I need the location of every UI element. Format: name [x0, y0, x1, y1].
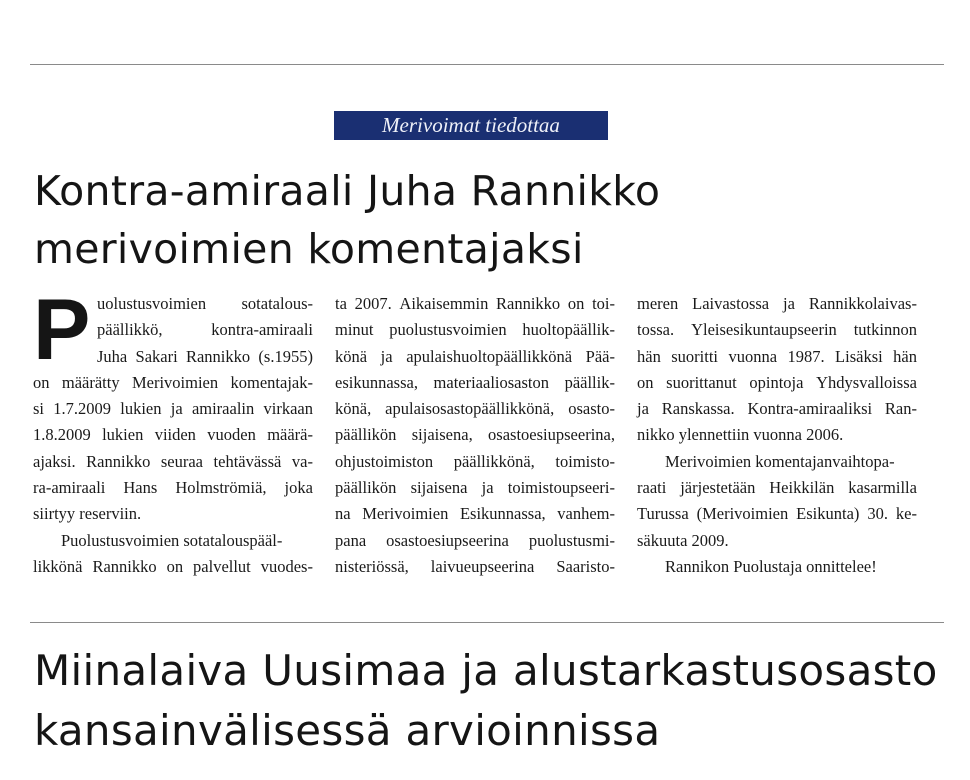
word: on: [567, 294, 585, 313]
word: päällikkö,: [97, 320, 163, 340]
article-headline: [34, 162, 660, 278]
word: ja: [380, 346, 393, 366]
word: määrä-: [267, 425, 313, 445]
word: Ran-: [884, 399, 917, 419]
word: apulaisosastopäällikkönä,: [385, 399, 555, 419]
word: könä: [335, 346, 368, 366]
text-line: [33, 475, 313, 501]
word: ra-amiraali: [33, 478, 106, 498]
word: materiaaliosaston: [433, 372, 549, 392]
text-line: [33, 317, 313, 343]
word: vuoden: [207, 425, 256, 445]
word: opintoja: [749, 372, 804, 392]
word: kasarmilla: [848, 478, 917, 498]
word: 1.7.2009: [53, 399, 112, 419]
word: on: [166, 556, 184, 576]
word: toimistoupseeri-: [507, 478, 615, 498]
word: vanhem-: [557, 504, 615, 524]
section-divider: [30, 622, 944, 623]
article-column-3: [637, 291, 917, 580]
text-line: [335, 501, 615, 527]
word: vuonna: [728, 346, 778, 366]
word: päällik-: [564, 372, 615, 392]
text-line: [637, 291, 917, 317]
word: ja: [783, 294, 795, 313]
word: lukien: [120, 399, 162, 419]
text-line: [335, 422, 615, 448]
word: Kontra-amiraaliksi: [747, 399, 873, 419]
word: tutkinnon: [853, 320, 917, 340]
word: sijaisena: [410, 478, 468, 498]
text-line: [33, 554, 313, 580]
word: esikunnassa,: [335, 372, 418, 392]
word: likkönä: [33, 556, 83, 576]
word: puolustusmi-: [528, 530, 615, 550]
word: (Merivoimien: [696, 504, 789, 524]
word: puolustusvoimien: [389, 320, 507, 340]
word: Rannikko: [185, 346, 251, 366]
text-line: [637, 475, 917, 501]
word: Ranskassa.: [661, 399, 735, 419]
word: sotatalous-: [241, 294, 313, 313]
text-line: siirtyy reserviin.: [33, 504, 142, 524]
word: Esikunta): [796, 504, 860, 524]
word: toi-: [592, 294, 615, 313]
drop-cap: P: [33, 282, 91, 378]
word: Turussa: [637, 504, 689, 524]
word: si: [33, 399, 45, 419]
word: viiden: [154, 425, 196, 445]
word: huoltopäällik-: [522, 320, 615, 340]
word: ohjustoimiston: [335, 451, 434, 471]
word: joka: [284, 478, 313, 498]
word: Rannikkolaivas-: [808, 294, 917, 313]
word: osastoesiupseerina: [386, 530, 509, 550]
word: osastoesiupseerina,: [488, 425, 615, 445]
word: päällikkönä,: [453, 451, 535, 471]
word: on: [637, 372, 654, 392]
word: ke-: [895, 504, 917, 524]
text-line: [33, 291, 313, 317]
next-article-headline: [34, 641, 938, 761]
word: virkaan: [263, 399, 313, 419]
word: Heikkilän: [769, 478, 835, 498]
headline-line-2: kansainvälisessä arvioinnissa: [34, 706, 661, 755]
word: Yhdysvalloissa: [816, 372, 917, 392]
word: Laivastossa: [692, 294, 770, 313]
word: Rannikko: [86, 451, 151, 471]
word: Esikunnassa,: [459, 504, 546, 524]
text-line: nikko ylennettiin vuonna 2006.: [637, 425, 844, 445]
word: uolustusvoimien: [97, 294, 207, 313]
word: meren: [637, 294, 679, 313]
word: 2007.: [354, 294, 392, 313]
word: osasto-: [568, 399, 615, 419]
word: apulaishuoltopäällikkönä: [406, 346, 573, 366]
text-line: säkuuta 2009.: [637, 530, 729, 550]
text-line: [335, 396, 615, 422]
word: suorittanut: [666, 372, 737, 392]
word: 1.8.2009: [33, 425, 91, 445]
sign-off-line: Rannikon Puolustaja onnittelee!: [665, 556, 877, 576]
word: pana: [335, 530, 367, 550]
word: toimisto-: [555, 451, 615, 471]
word: tehtävässä: [213, 451, 282, 471]
text-line: [637, 317, 917, 343]
word: komentajak-: [230, 372, 313, 392]
section-banner: Merivoimat tiedottaa: [334, 111, 608, 140]
word: määrätty: [61, 372, 120, 392]
text-line: Puolustusvoimien sotatalouspääl-: [61, 530, 283, 550]
word: laivueupseerina: [430, 556, 535, 576]
word: on: [33, 372, 50, 392]
word: ajaksi.: [33, 451, 76, 471]
word: minut: [335, 320, 374, 340]
word: 30.: [867, 504, 888, 524]
word: na: [335, 504, 351, 524]
word: Rannikko: [92, 556, 157, 576]
word: Juha: [97, 346, 128, 366]
word: Lisäksi: [835, 346, 883, 366]
word: raati: [637, 478, 667, 498]
headline-line-1: Kontra-amiraali Juha Rannikko: [34, 167, 661, 215]
text-line: [335, 317, 615, 343]
word: sijaisena,: [411, 425, 473, 445]
text-line: [33, 449, 313, 475]
word: könä,: [335, 399, 372, 419]
word: Holmströmiä,: [175, 478, 267, 498]
word: vuodes-: [260, 556, 313, 576]
text-line: [33, 370, 313, 396]
text-line: [335, 370, 615, 396]
word: hän: [893, 346, 917, 366]
text-line: [335, 528, 615, 554]
article-column-2: [335, 291, 615, 580]
article-column-1: [33, 282, 313, 580]
word: Saaristo-: [556, 556, 615, 576]
word: Pää-: [585, 346, 615, 366]
word: Merivoimien: [362, 504, 449, 524]
word: (s.1955): [258, 346, 313, 366]
word: 1987.: [787, 346, 825, 366]
word: Rannikko: [496, 294, 561, 313]
word: ja: [637, 399, 649, 419]
word: palvellut: [193, 556, 251, 576]
word: Hans: [123, 478, 158, 498]
text-line: [33, 344, 313, 370]
word: Sakari: [135, 346, 178, 366]
text-line: [33, 396, 313, 422]
word: ta: [335, 294, 347, 313]
word: järjestetään: [680, 478, 756, 498]
word: suoritti: [671, 346, 719, 366]
word: Aikaisemmin: [399, 294, 489, 313]
text-line: [335, 449, 615, 475]
text-line: [637, 396, 917, 422]
text-line: [335, 344, 615, 370]
word: Yleisesikuntaupseerin: [691, 320, 837, 340]
word: tossa.: [637, 320, 675, 340]
word: seuraa: [160, 451, 203, 471]
text-line: [33, 422, 313, 448]
top-rule: [30, 64, 944, 65]
word: päällikön: [335, 478, 397, 498]
text-line: [637, 501, 917, 527]
word: ja: [170, 399, 183, 419]
word: Merivoimien: [131, 372, 219, 392]
text-line: [637, 370, 917, 396]
word: amiraalin: [191, 399, 255, 419]
word: lukien: [102, 425, 144, 445]
text-line: [637, 344, 917, 370]
word: ja: [481, 478, 494, 498]
word: va-: [291, 451, 313, 471]
text-line: [335, 475, 615, 501]
word: nisteriössä,: [335, 556, 409, 576]
word: kontra-amiraali: [211, 320, 313, 340]
word: hän: [637, 346, 661, 366]
word: päällikön: [335, 425, 397, 445]
text-line: [335, 291, 615, 317]
headline-line-1: Miinalaiva Uusimaa ja alustarkastusosasto: [34, 646, 938, 695]
headline-line-2: merivoimien komentajaksi: [34, 225, 584, 273]
text-line: [335, 554, 615, 580]
text-line: Merivoimien komentajanvaihtopa-: [665, 451, 895, 471]
